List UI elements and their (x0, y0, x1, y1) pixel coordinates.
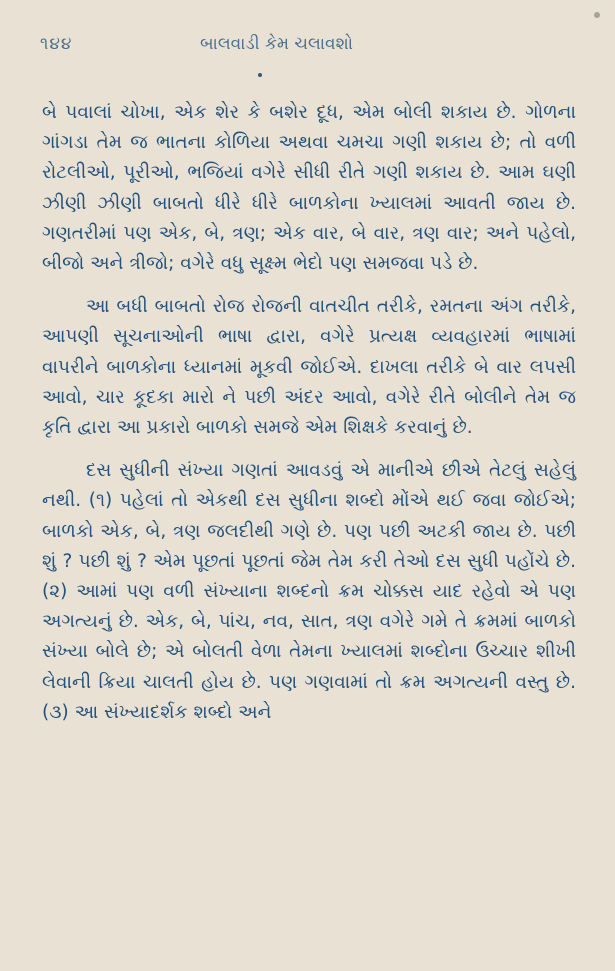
page-blemish (594, 12, 600, 18)
page-number: ૧૪૪ (40, 34, 73, 54)
ornament-dot (258, 73, 262, 77)
paragraph-1: બે પવાલાં ચોખા, એક શેર કે બશેર દૂધ, એમ બોલી શકાય છે. ગોળના ગાંગડા તેમ જ ભાતના કોળિયા અથવા ચમચા ગણી શકાય છે; તો વળી રોટલીઓ, પૂરીઓ, ભજિયાં વગેરે સીધી રીતે ગણી શકાય છે. આમ ઘણી ઝીણી ઝીણી બાબતો ધીરે ધીરે બાળકોના ખ્યાલમાં આવતી જાય છે. ગણતરીમાં પણ એક, બે, ત્રણ; એક વાર, બે વાર, ત્રણ વાર; અને પહેલો, બીજો અને ત્રીજો; વગેરે વધુ સૂક્ષ્મ ભેદો પણ સમજવા પડે છે. (42, 102, 576, 275)
page-header (0, 34, 615, 66)
body-text (42, 98, 576, 741)
running-title: બાલવાડી કેમ ચલાવશો (200, 34, 353, 54)
paragraph-3: દસ સુધીની સંખ્યા ગણતાં આવડવું એ માનીએ છીએ તેટલું સહેલું નથી. (૧) પહેલાં તો એકથી દસ સુધીના શબ્દો મોંએ થઈ જવા જોઈએ; બાળકો એક, બે, ત્રણ જલદીથી ગણે છે. પણ પછી અટકી જાય છે. પછી શું ? પછી શું ? એમ પૂછતાં પૂછતાં જેમ તેમ કરી તેઓ દસ સુધી પહોંચે છે. (૨) આમાં પણ વળી સંખ્યાના શબ્દનો ક્રમ ચોક્કસ યાદ રહેવો એ પણ અગત્યનું છે. એક, બે, પાંચ, નવ, સાત, ત્રણ વગેરે ગમે તે ક્રમમાં બાળકો સંખ્યા બોલે છે; એ બોલતી વેળા તેમના ખ્યાલમાં શબ્દોના ઉચ્ચાર શીખી લેવાની ક્રિયા ચાલતી હોય છે. પણ ગણવામાં તો ક્રમ અગત્યની વસ્તુ છે. (૩) આ સંખ્યાદર્શક શબ્દો અને (42, 460, 576, 723)
paragraph-2: આ બધી બાબતો રોજ રોજની વાતચીત તરીકે, રમતના અંગ તરીકે, આપણી સૂચનાઓની ભાષા દ્વારા, વગેરે પ્રત્યક્ષ વ્યવહારમાં ભાષામાં વાપરીને બાળકોના ધ્યાનમાં મૂકવી જોઈએ. દાખલા તરીકે બે વાર લપસી આવો, ચાર કૂદકા મારો ને પછી અંદર આવો, વગેરે રીતે બોલીને તેમ જ કૃતિ દ્વારા આ પ્રકારો બાળકો સમજે એમ શિક્ષકે કરવાનું છે. (42, 296, 576, 439)
